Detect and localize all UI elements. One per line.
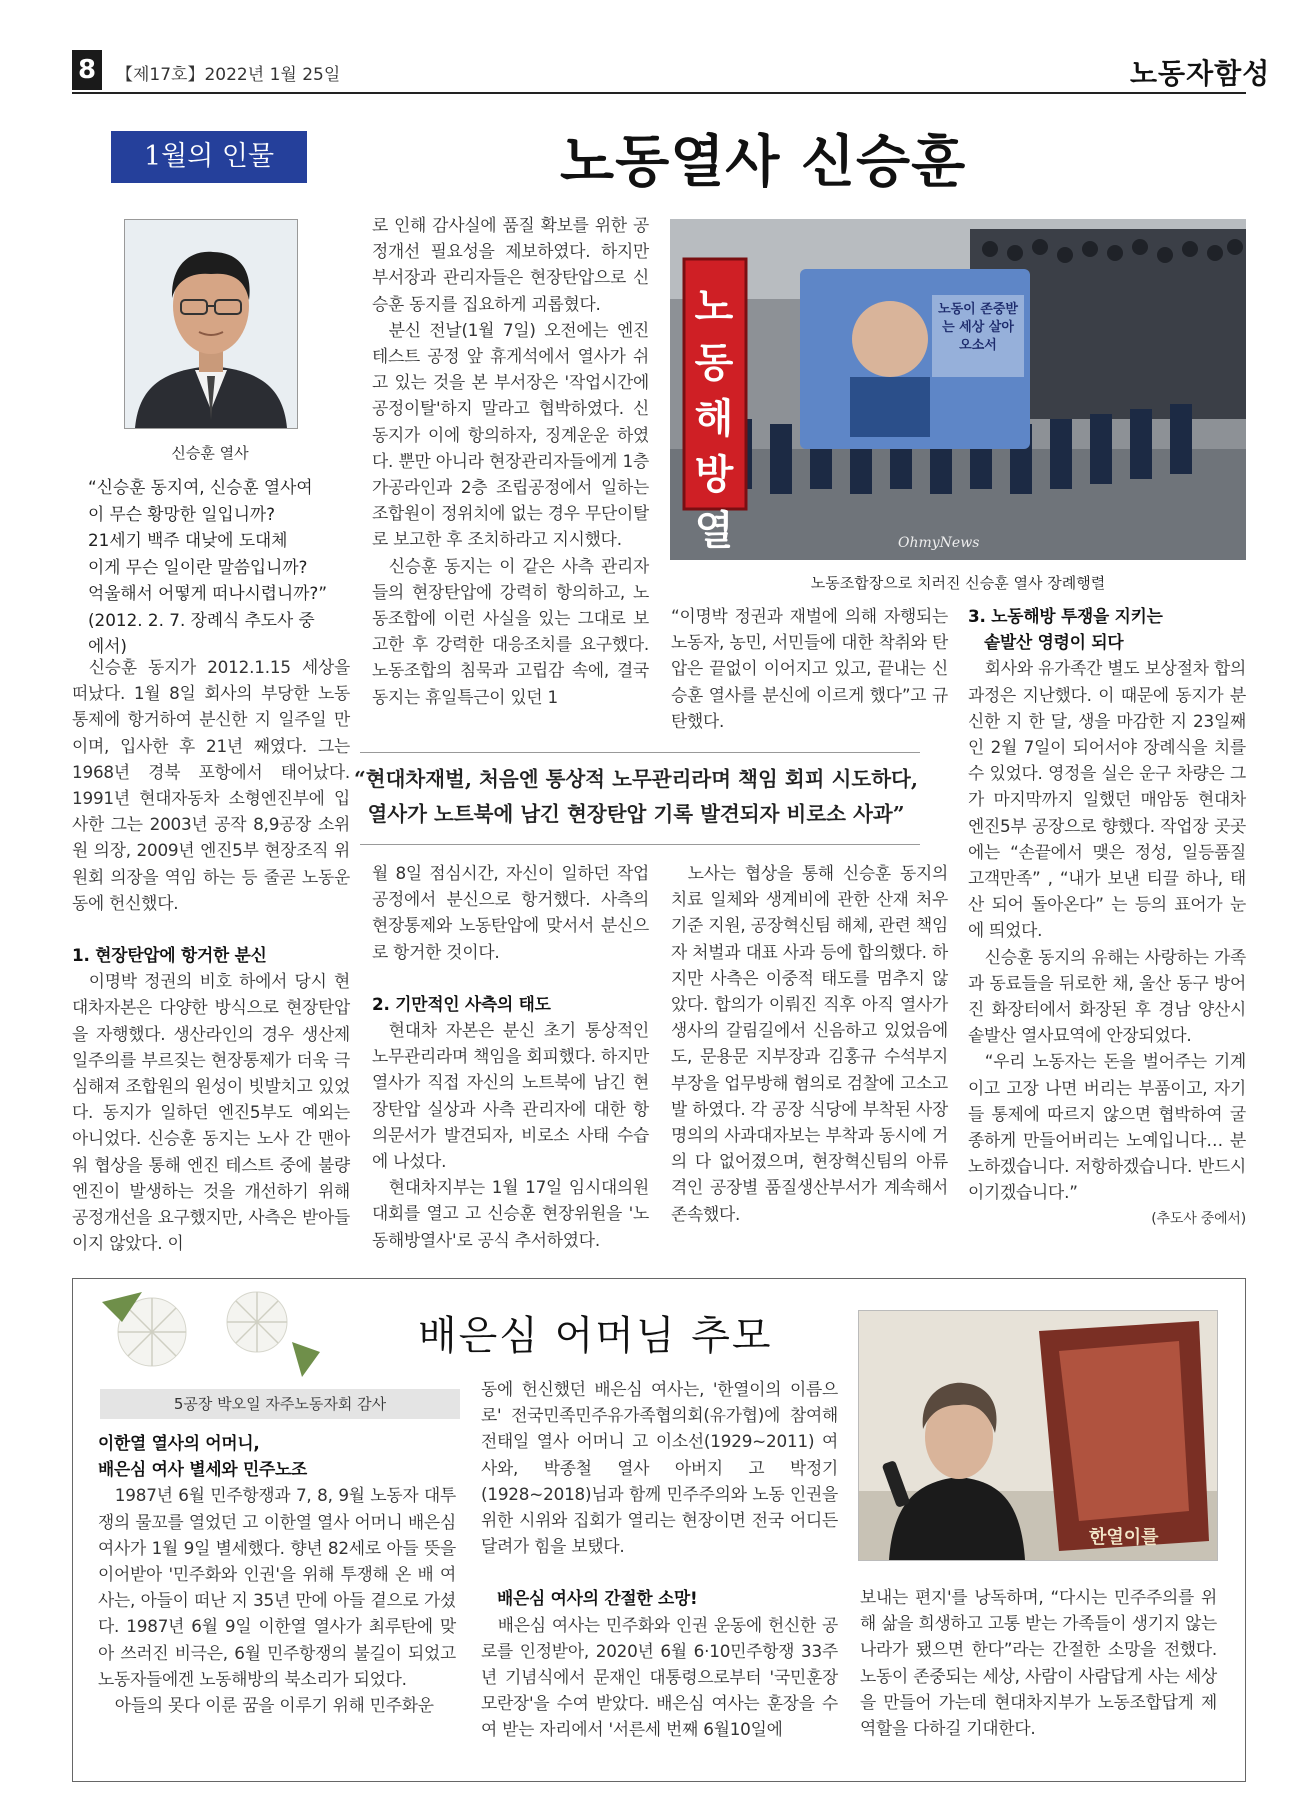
article-column-1 xyxy=(72,654,350,1256)
section-heading: 배은심 여사의 간절한 소망! xyxy=(497,1588,698,1609)
memorial-photo xyxy=(858,1310,1218,1561)
memorial-quote xyxy=(88,474,328,660)
paragraph: 신승훈 동지는 이 같은 사측 관리자들의 현장탄압에 강력히 항의하고, 노동조합에 이런 사실을 있는 그대로 보고한 후 강력한 대응조치를 요구했다. 노동조합의 침묵과 고립감 속에, 결국 동지는 휴일특근이 있던 1 xyxy=(372,555,649,707)
paragraph: 월 8일 점심시간, 자신이 일하던 작업공정에서 분신으로 항거했다. 사측의 현장통제와 노동탄압에 맞서서 분신으로 항거한 것이다. xyxy=(372,863,649,962)
memorial-column-2 xyxy=(481,1376,838,1743)
pull-quote-line: 열사가 노트북에 남긴 현장탄압 기록 발견되자 비로소 사과” xyxy=(367,802,905,826)
funeral-illustration xyxy=(670,219,1246,560)
pull-quote-rule-bottom xyxy=(360,844,920,845)
banner-text: 노동해방열 xyxy=(694,284,734,554)
paragraph: 회사와 유가족간 별도 보상절차 합의과정은 지난했다. 이 때문에 동지가 분신한 지 한 달, 생을 마감한 지 23일째인 2월 7일이 되어서야 장례식을 치를 수 있었다. 영정을 실은 운구 차량은 그가 마지막까지 일했던 매암동 현대차 엔진5부 공장으로 향했다. 작업장 곳곳에는 “손끝에서 맺은 정성, 일등품질 고객만족” , “내가 보낸 티끌 하나, 태산 되어 돌아온다” 는 등의 표어가 눈에 띄었다. xyxy=(968,658,1246,941)
quote-line: 억울해서 어떻게 떠나시렵니까?” xyxy=(88,583,328,603)
paragraph: 이명박 정권의 비호 하에서 당시 현대차자본은 다양한 방식으로 현장탄압을 자행했다. 생산라인의 경우 생산제일주의를 부르짖는 현장통제가 더욱 극심해져 조합원의 원성이 빗발치고 있었다. 동지가 일하던 엔진5부도 예외는 아니었다. 신승훈 동지는 노사 간 맨아워 협상을 통해 엔진 테스트 중에 불량엔진이 발생하는 것을 개선하기 위해 공정개선을 요구했지만, 사측은 받아들이지 않았다. 이 xyxy=(72,971,350,1254)
paragraph: “이명박 정권과 재벌에 의해 자행되는 노동자, 농민, 서민들에 대한 착취와 탄압은 끝없이 이어지고 있고, 끝내는 신승훈 열사를 분신에 이르게 했다”고 규탄했다. xyxy=(671,606,948,731)
quote-source: (추도사 중에서) xyxy=(1151,1210,1246,1227)
section-heading: 3. 노동해방 투쟁을 지키는 xyxy=(968,606,1163,626)
section-heading: 이한열 열사의 어머니, xyxy=(98,1433,260,1453)
issue-info: 【제17호】2022년 1월 25일 xyxy=(116,65,341,85)
quote-line: 이 무슨 황망한 일입니까? xyxy=(88,503,276,524)
section-heading: 배은심 여사 별세와 민주노조 xyxy=(98,1459,308,1480)
pull-quote xyxy=(340,762,932,832)
funeral-photo-caption: 노동조합장으로 치러진 신승훈 열사 장례행렬 xyxy=(810,574,1106,592)
paragraph: 로 인해 감사실에 품질 확보를 위한 공정개선 필요성을 제보하였다. 하지만 부서장과 관리자들은 현장탄압으로 신승훈 동지를 집요하게 괴롭혔다. xyxy=(372,215,649,314)
paragraph: 노사는 협상을 통해 신승훈 동지의 치료 일체와 생계비에 관한 산재 처우 기준 지원, 공장혁신팀 해체, 관련 책임자 처벌과 대표 사과 등에 합의했다. 하지만 사측은 이중적 태도를 멈추지 않았다. 합의가 이뤄진 직후 아직 열사가 생사의 갈림길에서 신음하고 있었음에도, 문용문 지부장과 김홍규 수석부지부장을 업무방해 혐의로 검찰에 고소고발 하였다. 각 공장 식당에 부착된 사장 명의의 사과대자보는 부착과 동시에 거의 다 없어졌으며, 현장혁신팀의 아류격인 공장별 품질생산부서가 계속해서 존속했다. xyxy=(671,863,948,1224)
article-column-2-bottom xyxy=(372,860,649,1253)
quote-line: “신승훈 동지여, 신승훈 열사여 xyxy=(88,477,313,497)
headline: 노동열사 신승훈 xyxy=(560,130,967,195)
paragraph: 신승훈 동지가 2012.1.15 세상을 떠났다. 1월 8일 회사의 부당한 노동 통제에 항거하여 분신한 지 일주일 만이며, 입사한 후 21년 째였다. 그는 1968년 경북 포항에서 태어났다. 1991년 현대자동차 소형엔진부에 입사한 그는 2003년 공작 8,9공장 소위원 의장, 2009년 엔진5부 현장조직 위원회 의장을 역임 하는 등 줄곧 노동운동에 헌신했다. xyxy=(72,657,350,913)
poster-text: 한열이를 xyxy=(1089,1527,1159,1548)
article-column-2-top xyxy=(372,212,649,710)
paragraph: 분신 전날(1월 7일) 오전에는 엔진 테스트 공정 앞 휴게석에서 열사가 쉬고 있는 것을 본 부서장은 '작업시간에 공정이탈'하지 말라고 협박하였다. 신 동지가 이에 항의하자, 징계운운 하였다. 뿐만 아니라 현장관리자들에게 1층 가공라인과 2층 조립공정에서 일하는 조합원이 정위치에 없는 경우 무단이탈로 보고한 후 조치하라고 지시했다. xyxy=(372,319,649,550)
memorial-title: 배은심 어머님 추모 xyxy=(418,1313,773,1359)
section-heading: 1. 현장탄압에 항거한 분신 xyxy=(72,945,267,966)
memorial-column-3 xyxy=(860,1584,1217,1741)
quote-line: 이게 무슨 일이란 말씀입니까? xyxy=(88,556,308,577)
paragraph: 신승훈 동지의 유해는 사랑하는 가족과 동료들을 뒤로한 채, 울산 동구 방어진 화장터에서 화장된 후 경남 양산시 솥발산 열사묘역에 안장되었다. xyxy=(968,946,1246,1046)
paragraph: “우리 노동자는 돈을 벌어주는 기계이고 고장 나면 버리는 부품이고, 자기들 통제에 따르지 않으면 협박하여 굴종하게 만들어버리는 노예입니다… 분노하겠습니다. 저항하겠습니다. 반드시 이기겠습니다.” xyxy=(968,1051,1246,1203)
section-label: 1월의 인물 xyxy=(111,131,307,183)
paragraph: 보내는 편지'를 낭독하며, “다시는 민주주의를 위해 삶을 희생하고 고통 받는 가족들이 생기지 않는 나라가 됐으면 한다”라는 간절한 소망을 전했다. 노동이 존중되는 세상, 사람이 사람답게 사는 세상을 만들어 가는데 현대차지부가 노동조합답게 제 역할을 다하길 기대한다. xyxy=(860,1587,1217,1739)
section-heading: 2. 기만적인 사측의 태도 xyxy=(372,993,551,1014)
pull-quote-rule-top xyxy=(360,752,920,753)
page-number: 8 xyxy=(72,50,102,90)
portrait-sign-text: 노동이 존중받는 세상 살아오소서 xyxy=(938,302,1018,353)
section-heading: 솥발산 영령이 되다 xyxy=(984,632,1124,653)
article-column-3-bottom xyxy=(671,860,948,1227)
paragraph: 동에 헌신했던 배은심 여사는, '한열이의 이름으로' 전국민족민주유가족협의회(유가협)에 참여해 전태일 열사 어머니 고 이소선(1929~2011) 여사와, 박종철 열사 아버지 고 박정기(1928~2018)님과 함께 민주주의와 노동 인권을 위한 시위와 집회가 열리는 현장이면 전국 어디든 달려가 힘을 보탰다. xyxy=(481,1379,838,1557)
funeral-procession-photo xyxy=(670,219,1246,560)
paragraph: 1987년 6월 민주항쟁과 7, 8, 9월 노동자 대투쟁의 물꼬를 열었던 고 이한열 열사 어머니 배은심 여사가 1월 9일 별세했다. 향년 82세로 아들 뜻을 이어받아 '민주화와 인권'을 위해 투쟁해 온 배 여사는, 아들이 떠난 지 35년 만에 아들 곁으로 가셨다. 1987년 6월 9일 이한열 열사가 최루탄에 맞아 쓰러진 비극은, 6월 민주항쟁의 불길이 되었고 노동자들에겐 노동해방의 북소리가 되었다. xyxy=(98,1485,456,1689)
paragraph: 배은심 여사는 민주화와 인권 운동에 헌신한 공로를 인정받아, 2020년 6월 6·10민주항쟁 33주년 기념식에서 문재인 대통령으로부터 '국민훈장 모란장'을 수여 받았다. 배은심 여사는 훈장을 수여 받는 자리에서 '서른세 번째 6월10일에 xyxy=(481,1614,838,1740)
memorial-byline: 5공장 박오일 자주노동자회 감사 xyxy=(100,1389,460,1419)
article-column-4 xyxy=(968,603,1246,1232)
chrysanthemum-decoration xyxy=(82,1282,322,1392)
paragraph: 아들의 못다 이룬 꿈을 이루기 위해 민주화운 xyxy=(114,1695,434,1716)
paragraph: 현대차 자본은 분신 초기 통상적인 노무관리라며 책임을 회피했다. 하지만 열사가 직접 자신의 노트북에 남긴 현장탄압 실상과 사측 관리자에 대한 항의문서가 발견되자, 비로소 사태 수습에 나섰다. xyxy=(372,1020,649,1172)
portrait-photo xyxy=(124,219,298,429)
header-rule xyxy=(72,92,1246,94)
portrait-caption: 신승훈 열사 xyxy=(171,444,249,462)
pull-quote-line: “현대차재벌, 처음엔 통상적 노무관리라며 책임 회피 시도하다, xyxy=(354,767,918,791)
flower-illustration xyxy=(82,1282,322,1392)
quote-line: (2012. 2. 7. 장례식 추도사 중에서) xyxy=(88,609,315,656)
photo-watermark: OhmyNews xyxy=(898,535,980,551)
memorial-column-1 xyxy=(98,1430,456,1718)
masthead: 노동자함성 xyxy=(1130,57,1271,90)
paragraph: 현대차지부는 1월 17일 임시대의원대회를 열고 고 신승훈 현장위원을 '노동해방열사'로 공식 추서하였다. xyxy=(372,1177,649,1250)
quote-line: 21세기 백주 대낮에 도대체 xyxy=(88,530,288,550)
portrait-illustration xyxy=(125,220,297,428)
memorial-photo-illustration xyxy=(859,1311,1217,1560)
article-column-3-top xyxy=(671,603,948,734)
